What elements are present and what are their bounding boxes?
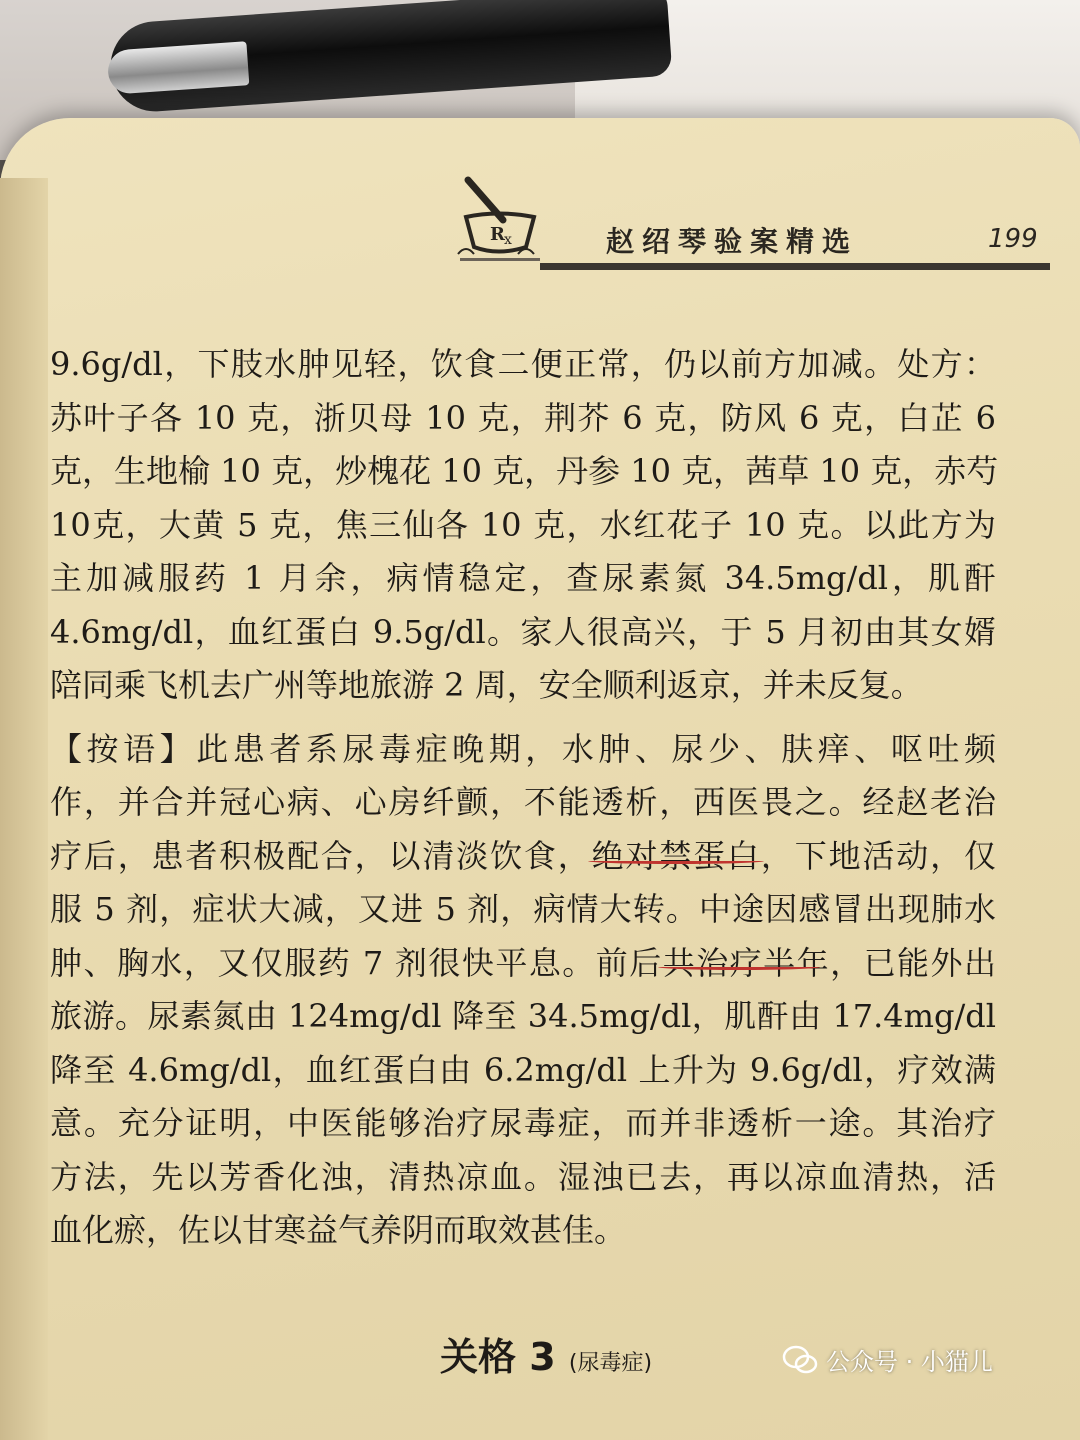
text-line: 方法，先以芳香化浊，清热凉血。湿浊已去，再以凉血清热，活 (50, 1157, 996, 1196)
mortar-pestle-icon (448, 172, 548, 262)
section-subtitle: (尿毒症) (568, 1351, 653, 1376)
paragraph-1 (50, 338, 999, 713)
page-edge (0, 178, 48, 1440)
text-line: 克，生地榆 10 克，炒槐花 10 克，丹参 10 克，茜草 10 克，赤芍 (50, 452, 999, 490)
text-line: 4.6mg/dl，血红蛋白 9.5g/dl。家人很高兴，于 5 月初由其女婿 (50, 612, 996, 651)
svg-text:R: R (490, 224, 505, 245)
text-line: 降至 4.6mg/dl，血红蛋白由 6.2mg/dl 上升为 9.6g/dl，疗效满 (50, 1050, 996, 1089)
svg-text:x: x (504, 232, 512, 248)
header-rule (540, 263, 1050, 270)
handwritten-underline (658, 964, 820, 970)
header-rule-thin (460, 258, 540, 261)
text-line: 服 5 剂，症状大减，又进 5 剂，病情大转。中途因感冒出现肺水 (50, 890, 996, 928)
text-line: 意。充分证明，中医能够治疗尿毒症，而并非透析一途。其治疗 (50, 1104, 996, 1142)
watermark-text: 公众号 · 小猫儿 (826, 1348, 993, 1376)
handwritten-underline (588, 858, 764, 864)
paragraph-2-commentary (50, 723, 996, 1258)
text-line: 疗后，患者积极配合，以清淡饮食，绝对禁蛋白，下地活动，仅 (50, 836, 996, 875)
text-line: 苏叶子各 10 克，浙贝母 10 克，荆芥 6 克，防风 6 克，白芷 6 (50, 398, 996, 437)
text-line: 10克，大黄 5 克，焦三仙各 10 克，水红花子 10 克。以此方为 (50, 505, 996, 544)
body-text (50, 338, 999, 1258)
running-header-title: 赵绍琴验案精选 (606, 225, 859, 258)
text-line: 肿、胸水，又仅服药 7 剂很快平息。前后共治疗半年，已能外出 (50, 943, 996, 982)
text-line: 旅游。尿素氮由 124mg/dl 降至 34.5mg/dl，肌酐由 17.4mg/dl (50, 997, 996, 1035)
text-line: 9.6g/dl，下肢水肿见轻，饮食二便正常，仍以前方加减。处方： (50, 345, 996, 383)
wechat-icon (782, 1345, 818, 1375)
watermark (782, 1342, 993, 1377)
section-title: 关格 3 (440, 1335, 556, 1379)
text-line: 血化瘀，佐以甘寒益气养阴而取效甚佳。 (50, 1211, 627, 1249)
text-line: 陪同乘飞机去广州等地旅游 2 周，安全顺利返京，并未反复。 (50, 666, 923, 704)
text-line: 作，并合并冠心病、心房纤颤，不能透析，西医畏之。经赵老治 (50, 783, 996, 821)
text-line: 【按语】此患者系尿毒症晚期，水肿、尿少、肤痒、呕吐频 (50, 729, 996, 768)
section-heading (440, 1326, 652, 1381)
page-number: 199 (988, 224, 1038, 254)
text-line: 主加减服药 1 月余，病情稳定，查尿素氮 34.5mg/dl，肌酐 (50, 559, 996, 597)
